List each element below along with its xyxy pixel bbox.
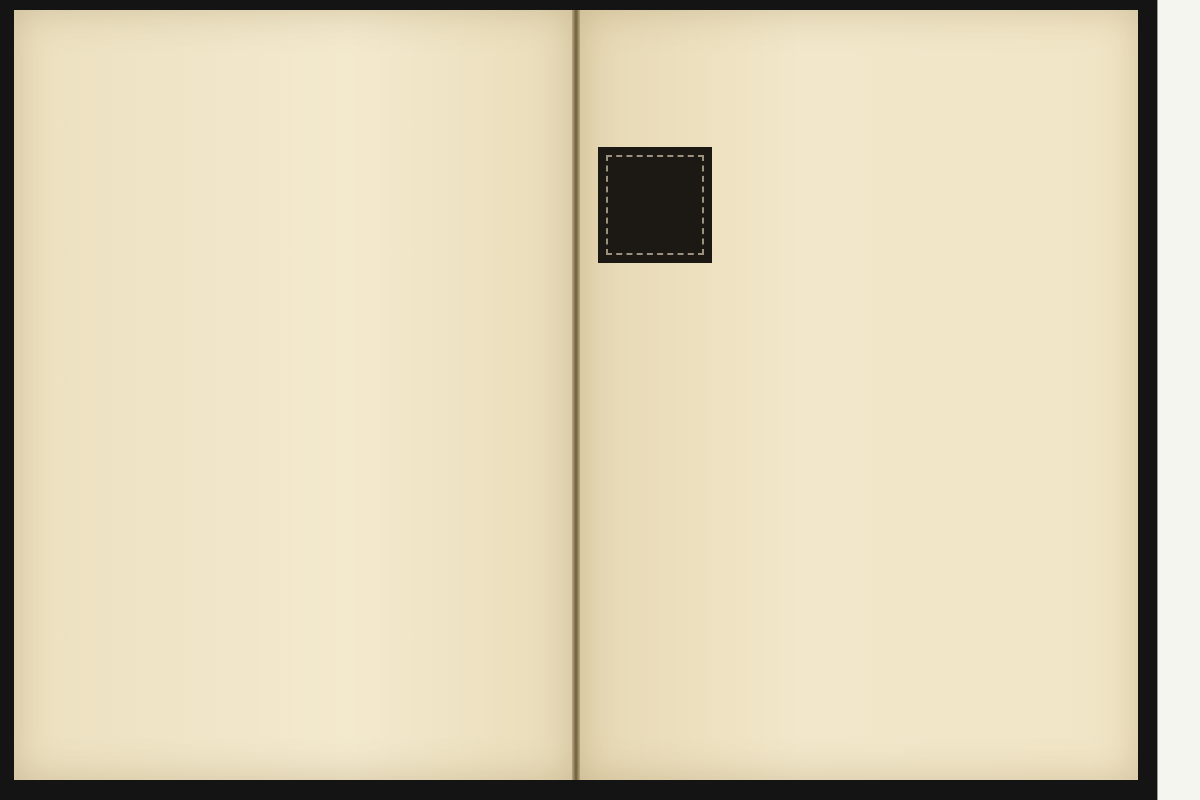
- music-staff: [718, 140, 1073, 180]
- music-staff: [718, 216, 1073, 256]
- empty-staff: [80, 449, 555, 489]
- music-staff: [598, 294, 1073, 334]
- book-gutter: [572, 10, 580, 780]
- music-staff: [598, 447, 1073, 487]
- music-staff: [598, 602, 1073, 642]
- music-staff: [80, 213, 555, 253]
- initial-letter-glyph: [600, 149, 710, 261]
- music-staff: [80, 292, 555, 332]
- decorated-initial-letter: [598, 147, 712, 263]
- empty-staff: [80, 527, 555, 567]
- empty-staff: [598, 62, 1073, 102]
- music-staff: [598, 525, 1073, 565]
- empty-staff: [80, 370, 555, 410]
- music-staff: [598, 370, 1073, 410]
- music-staff: [80, 136, 555, 176]
- empty-staff: [80, 602, 555, 642]
- music-staff: [80, 58, 555, 98]
- measurement-ruler: [1157, 0, 1200, 800]
